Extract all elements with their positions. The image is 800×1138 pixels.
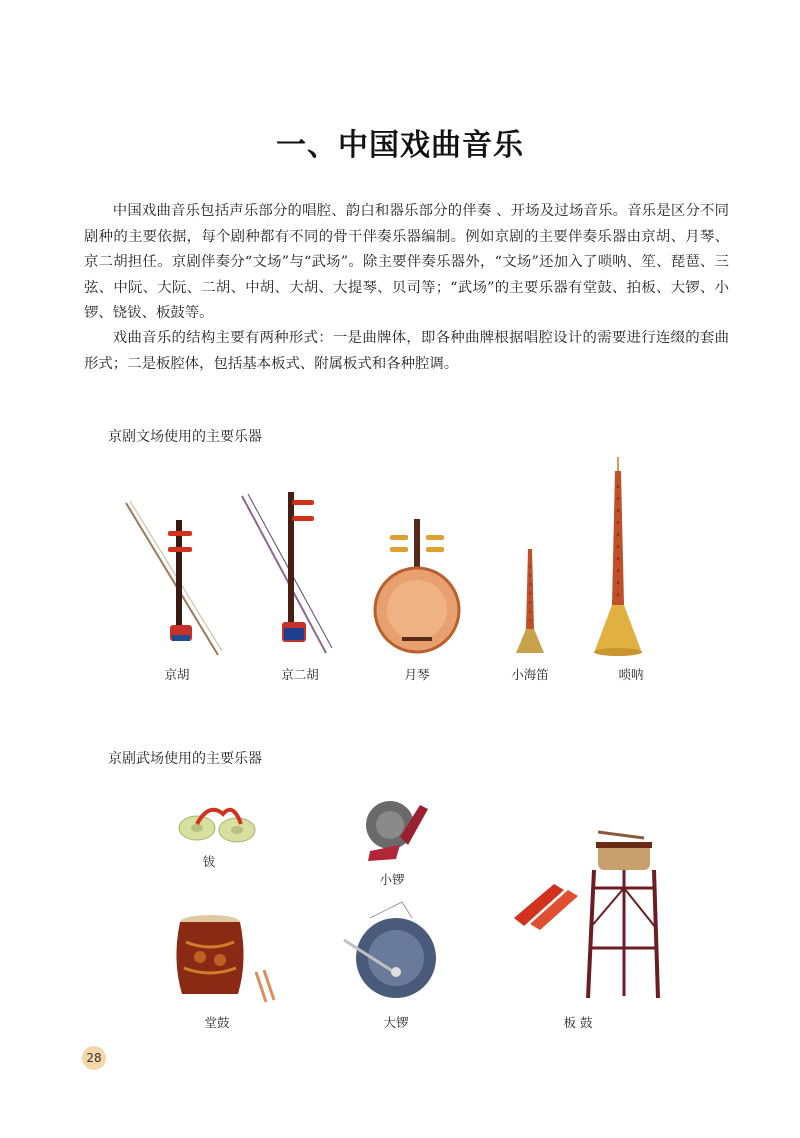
- xiaohaidi-image: [510, 545, 550, 657]
- xiaoluo-image: [360, 795, 440, 865]
- yueqin-image: [372, 515, 462, 655]
- caption-xiaohaidi: 小海笛: [511, 667, 549, 682]
- wuchang-heading: 京剧武场使用的主要乐器: [108, 751, 262, 767]
- paiban-image: [512, 880, 582, 930]
- page-number: 28: [82, 1046, 106, 1070]
- tanggu-image: [172, 912, 282, 1004]
- caption-jingerhu: 京二胡: [281, 667, 319, 682]
- jinghu-image: [118, 495, 228, 660]
- bangu-image: [584, 828, 664, 1000]
- bo-image: [175, 798, 265, 848]
- caption-xiaoluo: 小锣: [379, 872, 405, 887]
- caption-jinghu: 京胡: [164, 667, 190, 682]
- paragraph-intro: 中国戏曲音乐包括声乐部分的唱腔、韵白和器乐部分的伴奏 、开场及过场音乐。音乐是区分不同剧种的主要依据，每个剧种都有不同的骨干伴奏乐器编制。例如京剧的主要伴奏乐器由京胡、月琴、京二胡担任。京剧伴奏分“文场”与“武场”。除主要伴奏乐器外，“文场”还加入了唢呐、笙、琵琶、三弦、中阮、大阮、二胡、中胡、大胡、大提琴、贝司等；“武场”的主要乐器有堂鼓、拍板、大锣、小锣、铙钹、板鼓等。: [84, 203, 729, 321]
- wenchang-heading: 京剧文场使用的主要乐器: [108, 429, 262, 445]
- suona-image: [590, 455, 646, 657]
- daluo-image: [340, 900, 440, 1004]
- paragraph-structure: 戏曲音乐的结构主要有两种形式：一是曲牌体，即各种曲牌根据唱腔设计的需要进行连缀的套曲形式；二是板腔体，包括基本板式、附属板式和各种腔调。: [84, 330, 729, 372]
- caption-yueqin: 月琴: [404, 667, 430, 682]
- caption-suona: 唢呐: [618, 667, 644, 682]
- caption-bangu: 板 鼓: [563, 1015, 593, 1030]
- page-title: 一、中国戏曲音乐: [276, 128, 524, 163]
- caption-daluo: 大锣: [383, 1015, 409, 1030]
- jingerhu-image: [236, 488, 336, 658]
- caption-tanggu: 堂鼓: [204, 1015, 230, 1030]
- caption-bo: 钹: [202, 854, 216, 869]
